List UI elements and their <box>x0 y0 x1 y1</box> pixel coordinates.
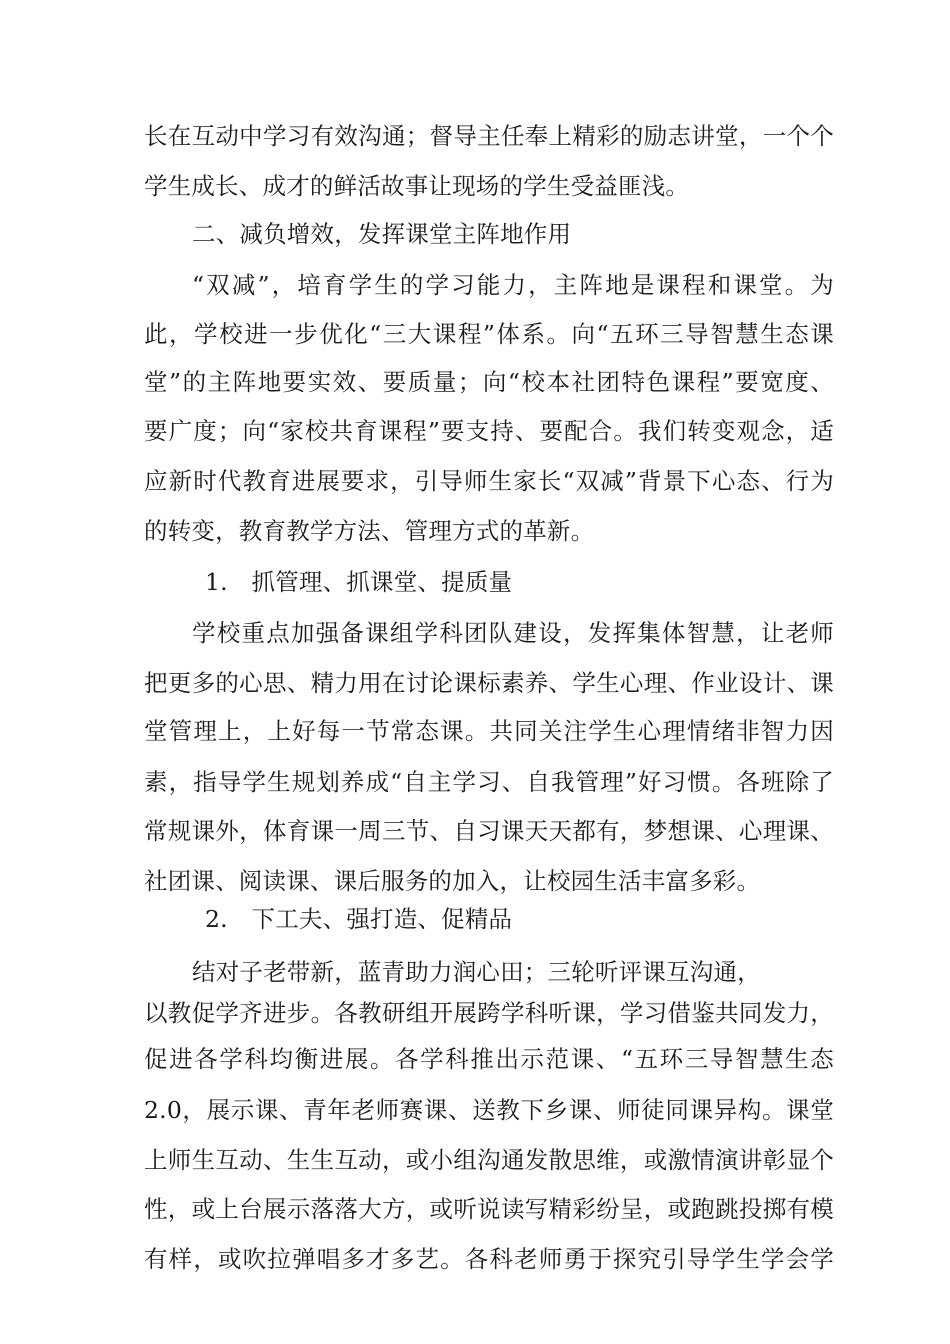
subheading-2: 2. 下工夫、强打造、促精品 <box>205 905 513 933</box>
text-line-20: 促进各学科均衡进展。各学科推出示范课、“五环三导智慧生态 <box>144 1045 834 1073</box>
text-line-19: 以教促学齐进步。各教研组开展跨学科听课，学习借鉴共同发力， <box>144 999 834 1027</box>
text-line-7: 要广度；向“家校共育课程”要支持、要配合。我们转变观念，适 <box>144 417 834 445</box>
text-line-13: 堂管理上，上好每一节常态课。共同关注学生心理情绪非智力因 <box>144 717 834 745</box>
text-line-8: 应新时代教育进展要求，引导师生家长“双减”背景下心态、行为 <box>144 467 834 495</box>
subheading-1: 1. 抓管理、抓课堂、提质量 <box>205 568 513 596</box>
text-line-16: 社团课、阅读课、课后服务的加入，让校园生活丰富多彩。 <box>144 867 761 895</box>
text-line-11: 学校重点加强备课组学科团队建设，发挥集体智慧，让老师 <box>192 619 834 647</box>
text-line-9: 的转变，教育教学方法、管理方式的革新。 <box>144 517 595 545</box>
text-line-1: 长在互动中学习有效沟通；督导主任奉上精彩的励志讲堂，一个个 <box>144 122 834 150</box>
text-line-6: 堂”的主阵地要实效、要质量；向“校本社团特色课程”要宽度、 <box>144 368 834 396</box>
text-line-14: 素，指导学生规划养成“自主学习、自我管理”好习惯。各班除了 <box>144 768 834 796</box>
text-line-18: 结对子老带新，蓝青助力润心田；三轮听评课互沟通， <box>192 958 761 986</box>
text-line-2: 学生成长、成才的鲜活故事让现场的学生受益匪浅。 <box>144 172 690 200</box>
text-line-22: 上师生互动、生生互动，或小组沟通发散思维，或激情演讲彰显个 <box>144 1146 834 1174</box>
text-line-23: 性，或上台展示落落大方，或听说读写精彩纷呈，或跑跳投掷有模 <box>144 1195 834 1223</box>
text-line-21: 2.0，展示课、青年老师赛课、送教下乡课、师徒同课异构。课堂 <box>144 1096 834 1124</box>
section-heading-2: 二、减负增效，发挥课堂主阵地作用 <box>192 220 572 248</box>
text-line-4: “双减”，培育学生的学习能力，主阵地是课程和课堂。为 <box>192 271 834 299</box>
text-line-24: 有样，或吹拉弹唱多才多艺。各科老师勇于探究引导学生学会学 <box>144 1245 834 1273</box>
text-line-15: 常规课外，体育课一周三节、自习课天天都有，梦想课、心理课、 <box>144 817 834 845</box>
text-line-12: 把更多的心思、精力用在讨论课标素养、学生心理、作业设计、课 <box>144 669 834 697</box>
text-line-5: 此，学校进一步优化“三大课程”体系。向“五环三导智慧生态课 <box>144 320 834 348</box>
